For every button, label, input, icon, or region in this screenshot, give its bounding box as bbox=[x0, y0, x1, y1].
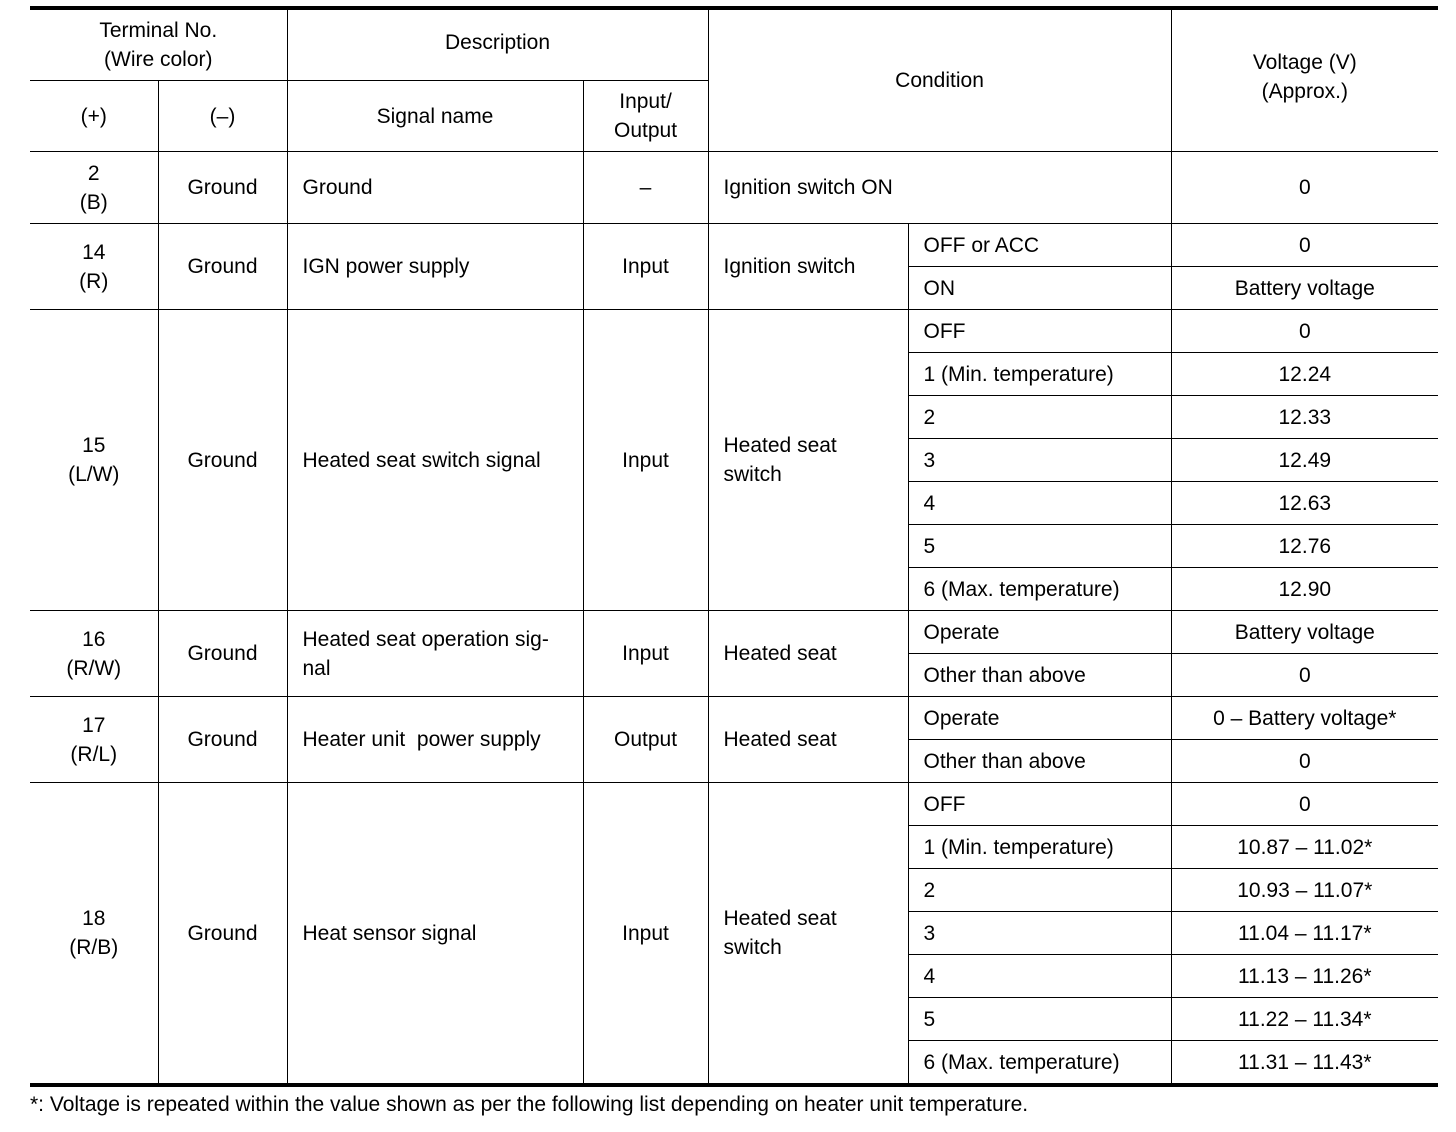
terminal-number: 18 bbox=[82, 907, 106, 930]
signal-name-cell: Heated seat switch signal bbox=[287, 310, 583, 611]
terminal-cell bbox=[30, 697, 158, 783]
signal-line-2: nal bbox=[302, 656, 331, 680]
voltage-cell: 0 – Battery voltage* bbox=[1171, 697, 1438, 740]
signal-name-header: Signal name bbox=[287, 81, 583, 152]
wire-color: (R) bbox=[79, 269, 109, 293]
state-cell: 2 bbox=[908, 869, 1171, 912]
voltage-header bbox=[1171, 8, 1438, 152]
io-cell: Input bbox=[583, 783, 708, 1086]
voltage-cell: 11.31 – 11.43* bbox=[1171, 1041, 1438, 1086]
terminal-number: 2 bbox=[87, 161, 100, 185]
condition-line-1: Heated seat bbox=[723, 434, 837, 457]
terminal-table bbox=[30, 6, 1438, 1087]
voltage-cell: 12.63 bbox=[1171, 482, 1438, 525]
signal-name-cell: Heat sensor signal bbox=[287, 783, 583, 1086]
state-cell: Other than above bbox=[908, 740, 1171, 783]
condition-line-1: Heated seat bbox=[723, 907, 837, 930]
table-row-terminal-16 bbox=[30, 611, 1438, 654]
terminal-cell bbox=[30, 310, 158, 611]
terminal-no-header bbox=[30, 8, 287, 81]
voltage-cell: 12.49 bbox=[1171, 439, 1438, 482]
io-cell: – bbox=[583, 152, 708, 224]
condition-cell: Heated seat bbox=[708, 697, 908, 783]
wire-color-label: (Wire color) bbox=[104, 48, 213, 71]
state-cell: 6 (Max. temperature) bbox=[908, 1041, 1171, 1086]
minus-cell: Ground bbox=[158, 783, 287, 1086]
plus-header: (+) bbox=[30, 81, 158, 152]
wire-color: (R/B) bbox=[69, 936, 119, 959]
voltage-cell: 12.33 bbox=[1171, 396, 1438, 439]
state-cell: OFF or ACC bbox=[908, 224, 1171, 267]
terminal-table-container bbox=[30, 0, 1438, 1087]
state-cell: 5 bbox=[908, 525, 1171, 568]
state-cell: 1 (Min. temperature) bbox=[908, 353, 1171, 396]
condition-line-2: switch bbox=[723, 463, 782, 486]
minus-cell: Ground bbox=[158, 697, 287, 783]
terminal-no-label: Terminal No. bbox=[99, 19, 218, 42]
voltage-cell: 0 bbox=[1171, 152, 1438, 224]
signal-name-cell: Heater unit power supply bbox=[287, 697, 583, 783]
voltage-cell: 11.04 – 11.17* bbox=[1171, 912, 1438, 955]
state-cell: 2 bbox=[908, 396, 1171, 439]
state-cell: 4 bbox=[908, 955, 1171, 998]
condition-line-2: switch bbox=[723, 936, 782, 959]
voltage-cell: Battery voltage bbox=[1171, 267, 1438, 310]
minus-cell: Ground bbox=[158, 152, 287, 224]
signal-line-1: Heated seat operation sig- bbox=[302, 627, 549, 651]
state-cell: ON bbox=[908, 267, 1171, 310]
voltage-cell: 12.90 bbox=[1171, 568, 1438, 611]
terminal-cell bbox=[30, 611, 158, 697]
condition-cell: Heated seat bbox=[708, 611, 908, 697]
table-row-terminal-17 bbox=[30, 697, 1438, 740]
condition-cell: Ignition switch ON bbox=[708, 152, 1171, 224]
io-cell: Input bbox=[583, 310, 708, 611]
io-cell: Output bbox=[583, 697, 708, 783]
output-label: Output bbox=[613, 119, 678, 142]
voltage-cell: 10.93 – 11.07* bbox=[1171, 869, 1438, 912]
wire-color: (L/W) bbox=[68, 463, 120, 486]
table-row-terminal-18 bbox=[30, 783, 1438, 826]
terminal-cell bbox=[30, 783, 158, 1086]
input-label: Input/ bbox=[619, 90, 672, 113]
voltage-cell: 0 bbox=[1171, 310, 1438, 353]
wire-color: (R/L) bbox=[70, 742, 118, 766]
state-cell: OFF bbox=[908, 310, 1171, 353]
description-header: Description bbox=[287, 8, 708, 81]
voltage-cell: Battery voltage bbox=[1171, 611, 1438, 654]
signal-name-cell bbox=[287, 611, 583, 697]
footnote: *: Voltage is repeated within the value shown as per the following list depending on heater unit temperature. bbox=[30, 1093, 1029, 1116]
table-row-terminal-2 bbox=[30, 152, 1438, 224]
input-output-header bbox=[583, 81, 708, 152]
signal-name-cell: Ground bbox=[287, 152, 583, 224]
state-cell: 5 bbox=[908, 998, 1171, 1041]
state-cell: OFF bbox=[908, 783, 1171, 826]
wire-color: (R/W) bbox=[66, 656, 122, 680]
signal-name-cell: IGN power supply bbox=[287, 224, 583, 310]
state-cell: Operate bbox=[908, 611, 1171, 654]
state-cell: Operate bbox=[908, 697, 1171, 740]
terminal-cell bbox=[30, 152, 158, 224]
terminal-number: 14 bbox=[82, 240, 106, 264]
terminal-number: 15 bbox=[82, 434, 106, 457]
voltage-label: Voltage (V) bbox=[1252, 51, 1357, 74]
state-cell: Other than above bbox=[908, 654, 1171, 697]
condition-header: Condition bbox=[708, 8, 1171, 152]
io-cell: Input bbox=[583, 611, 708, 697]
approx-label: (Approx.) bbox=[1261, 80, 1348, 103]
state-cell: 3 bbox=[908, 439, 1171, 482]
voltage-cell: 12.76 bbox=[1171, 525, 1438, 568]
voltage-cell: 0 bbox=[1171, 654, 1438, 697]
condition-cell: Ignition switch bbox=[708, 224, 908, 310]
condition-cell bbox=[708, 310, 908, 611]
state-cell: 1 (Min. temperature) bbox=[908, 826, 1171, 869]
state-cell: 3 bbox=[908, 912, 1171, 955]
minus-cell: Ground bbox=[158, 611, 287, 697]
minus-cell: Ground bbox=[158, 310, 287, 611]
voltage-cell: 12.24 bbox=[1171, 353, 1438, 396]
table-row-terminal-14 bbox=[30, 224, 1438, 267]
io-cell: Input bbox=[583, 224, 708, 310]
voltage-cell: 0 bbox=[1171, 783, 1438, 826]
minus-cell: Ground bbox=[158, 224, 287, 310]
header-row-1 bbox=[30, 8, 1438, 81]
state-cell: 6 (Max. temperature) bbox=[908, 568, 1171, 611]
state-cell: 4 bbox=[908, 482, 1171, 525]
minus-header: (–) bbox=[158, 81, 287, 152]
voltage-cell: 0 bbox=[1171, 224, 1438, 267]
condition-cell bbox=[708, 783, 908, 1086]
voltage-cell: 11.13 – 11.26* bbox=[1171, 955, 1438, 998]
terminal-number: 17 bbox=[82, 713, 106, 737]
wire-color: (B) bbox=[79, 190, 108, 214]
table-row-terminal-15 bbox=[30, 310, 1438, 353]
voltage-cell: 11.22 – 11.34* bbox=[1171, 998, 1438, 1041]
terminal-cell bbox=[30, 224, 158, 310]
voltage-cell: 0 bbox=[1171, 740, 1438, 783]
voltage-cell: 10.87 – 11.02* bbox=[1171, 826, 1438, 869]
terminal-number: 16 bbox=[82, 627, 106, 651]
